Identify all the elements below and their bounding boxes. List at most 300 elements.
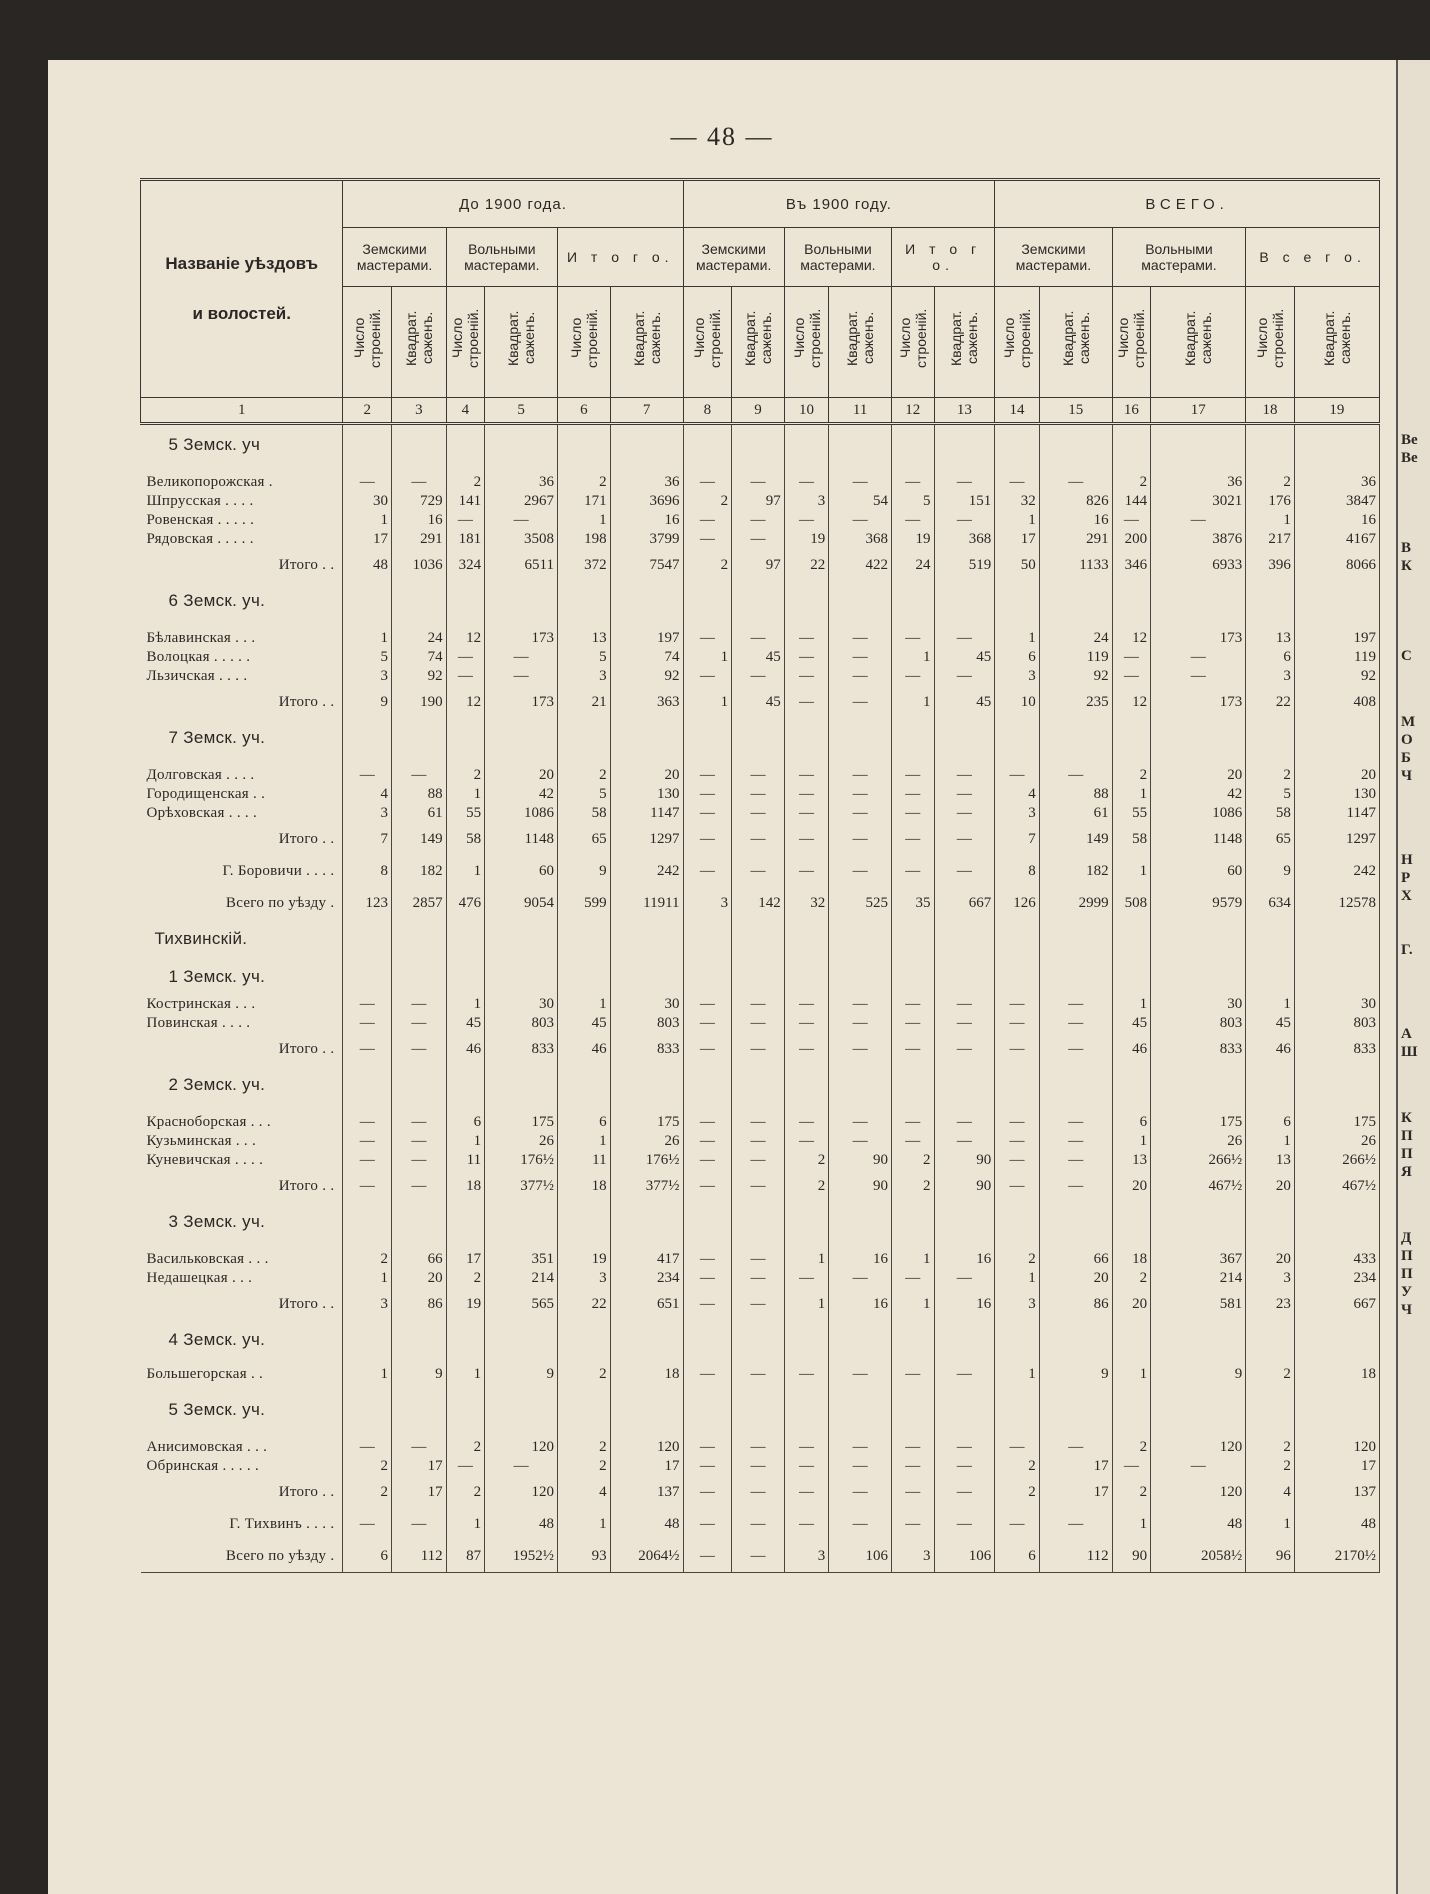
area-subheader bbox=[1151, 287, 1246, 398]
row-label: Костринская . . . bbox=[141, 995, 343, 1014]
table-cell: 1133 bbox=[1039, 549, 1112, 581]
table-cell: 6 bbox=[1246, 1113, 1295, 1132]
table-cell: 1148 bbox=[485, 823, 558, 855]
table-cell: — bbox=[829, 629, 892, 648]
table-cell: — bbox=[683, 1476, 732, 1508]
table-cell: 130 bbox=[1294, 785, 1379, 804]
statistics-table bbox=[140, 178, 1380, 1573]
column-number: 18 bbox=[1246, 398, 1295, 424]
table-cell: 12 bbox=[1112, 629, 1150, 648]
section-heading-row bbox=[141, 718, 1380, 756]
table-cell: 2 bbox=[446, 473, 484, 492]
table-cell: 467½ bbox=[1151, 1170, 1246, 1202]
chislo-label: Число строеній. bbox=[790, 308, 823, 368]
table-cell: 65 bbox=[1246, 823, 1295, 855]
count-subheader bbox=[1246, 287, 1295, 398]
period-total: ВСЕГО. bbox=[995, 180, 1380, 228]
table-cell: — bbox=[1151, 648, 1246, 667]
table-cell: 467½ bbox=[1294, 1170, 1379, 1202]
table-cell: 16 bbox=[934, 1288, 995, 1320]
table-cell: 45 bbox=[732, 648, 785, 667]
table-cell: 20 bbox=[485, 766, 558, 785]
table-cell: — bbox=[784, 648, 829, 667]
table-cell: 176½ bbox=[610, 1151, 683, 1170]
table-cell: — bbox=[784, 1358, 829, 1390]
table-row bbox=[141, 1151, 1380, 1170]
table-cell: 16 bbox=[392, 511, 447, 530]
table-cell: — bbox=[392, 1170, 447, 1202]
section-heading-row bbox=[141, 424, 1380, 464]
table-cell: 175 bbox=[485, 1113, 558, 1132]
row-label: Великопорожская . bbox=[141, 473, 343, 492]
table-cell: 3696 bbox=[610, 492, 683, 511]
table-cell: 372 bbox=[558, 549, 611, 581]
table-cell: — bbox=[392, 1132, 447, 1151]
table-cell: 6 bbox=[558, 1113, 611, 1132]
table-cell: 1 bbox=[1112, 855, 1150, 887]
table-cell: 2 bbox=[1246, 473, 1295, 492]
table-cell: 92 bbox=[392, 667, 447, 686]
table-cell: — bbox=[343, 766, 392, 785]
table-cell: — bbox=[1039, 473, 1112, 492]
table-cell: 9 bbox=[558, 855, 611, 887]
table-cell: — bbox=[892, 1476, 935, 1508]
table-cell: 3 bbox=[995, 804, 1040, 823]
table-cell: — bbox=[829, 1508, 892, 1540]
table-cell: 803 bbox=[1294, 1014, 1379, 1033]
table-cell: 90 bbox=[934, 1151, 995, 1170]
table-cell: 1 bbox=[446, 855, 484, 887]
table-cell: 197 bbox=[610, 629, 683, 648]
table-cell: 3 bbox=[784, 492, 829, 511]
row-label: Г. Боровичи . . . . bbox=[141, 855, 343, 887]
table-cell: — bbox=[892, 1508, 935, 1540]
table-cell: — bbox=[892, 1132, 935, 1151]
table-cell: 17 bbox=[1039, 1476, 1112, 1508]
table-cell: 3 bbox=[1246, 1269, 1295, 1288]
volnymi-header: Вольными мастерами. bbox=[1112, 228, 1246, 287]
table-cell: — bbox=[683, 1438, 732, 1457]
section-heading: 1 Земск. уч. bbox=[141, 957, 343, 995]
table-cell: 291 bbox=[1039, 530, 1112, 549]
kvadrat-label: Квадрат. саженъ. bbox=[844, 310, 877, 366]
adjacent-page-fragment: Р bbox=[1401, 870, 1411, 886]
table-cell: 88 bbox=[1039, 785, 1112, 804]
table-cell: — bbox=[1039, 766, 1112, 785]
table-cell: 176½ bbox=[485, 1151, 558, 1170]
table-cell: 45 bbox=[934, 686, 995, 718]
table-cell: 120 bbox=[1294, 1438, 1379, 1457]
adjacent-page-fragment: А bbox=[1401, 1026, 1412, 1042]
row-label: Обринская . . . . . bbox=[141, 1457, 343, 1476]
table-cell: 126 bbox=[995, 887, 1040, 919]
table-cell: 66 bbox=[392, 1250, 447, 1269]
table-cell: 93 bbox=[558, 1540, 611, 1573]
table-cell: 17 bbox=[446, 1250, 484, 1269]
table-cell: — bbox=[784, 1438, 829, 1457]
adjacent-page-fragment: В bbox=[1401, 540, 1412, 556]
area-subheader bbox=[1039, 287, 1112, 398]
table-cell: — bbox=[683, 1033, 732, 1065]
adjacent-page-fragment: Д bbox=[1401, 1230, 1412, 1246]
table-cell: 2 bbox=[1112, 1476, 1150, 1508]
table-cell: 2 bbox=[446, 1269, 484, 1288]
table-cell: 176 bbox=[1246, 492, 1295, 511]
table-cell: 36 bbox=[1294, 473, 1379, 492]
adjacent-page-fragment: П bbox=[1401, 1248, 1413, 1264]
table-cell: — bbox=[892, 667, 935, 686]
table-cell: 45 bbox=[558, 1014, 611, 1033]
table-cell: 1 bbox=[1112, 995, 1150, 1014]
table-cell: 3 bbox=[995, 1288, 1040, 1320]
table-cell: — bbox=[683, 1288, 732, 1320]
table-cell: 651 bbox=[610, 1288, 683, 1320]
table-cell: 20 bbox=[610, 766, 683, 785]
table-cell: — bbox=[934, 1476, 995, 1508]
table-cell: 1952½ bbox=[485, 1540, 558, 1573]
table-cell: 74 bbox=[610, 648, 683, 667]
table-cell: — bbox=[446, 648, 484, 667]
table-cell: 729 bbox=[392, 492, 447, 511]
table-cell: 2 bbox=[892, 1170, 935, 1202]
table-cell: — bbox=[784, 855, 829, 887]
table-cell: — bbox=[343, 1113, 392, 1132]
table-cell: — bbox=[732, 804, 785, 823]
table-cell: 9054 bbox=[485, 887, 558, 919]
table-cell: — bbox=[892, 1269, 935, 1288]
table-cell: — bbox=[829, 1457, 892, 1476]
table-cell: — bbox=[683, 473, 732, 492]
adjacent-page-fragment: С bbox=[1401, 648, 1412, 664]
table-cell: — bbox=[683, 1540, 732, 1573]
table-cell: 30 bbox=[1151, 995, 1246, 1014]
table-cell: 17 bbox=[392, 1476, 447, 1508]
column-number: 17 bbox=[1151, 398, 1246, 424]
table-cell: 2 bbox=[892, 1151, 935, 1170]
table-cell: 120 bbox=[1151, 1438, 1246, 1457]
table-cell: 2 bbox=[343, 1250, 392, 1269]
table-cell: 5 bbox=[1246, 785, 1295, 804]
column-number: 16 bbox=[1112, 398, 1150, 424]
row-label: Орѣховская . . . . bbox=[141, 804, 343, 823]
table-cell: 634 bbox=[1246, 887, 1295, 919]
table-cell: 137 bbox=[610, 1476, 683, 1508]
statistics-table-wrapper bbox=[140, 178, 1380, 1573]
table-cell: — bbox=[732, 1269, 785, 1288]
table-cell: 6 bbox=[343, 1540, 392, 1573]
table-cell: 1 bbox=[446, 1132, 484, 1151]
table-cell: 4167 bbox=[1294, 530, 1379, 549]
table-cell: — bbox=[1112, 648, 1150, 667]
table-body bbox=[141, 424, 1380, 1573]
table-cell: 1 bbox=[995, 1269, 1040, 1288]
kvadrat-label: Квадрат. саженъ. bbox=[630, 310, 663, 366]
adjacent-page-fragment: Х bbox=[1401, 888, 1412, 904]
table-cell: — bbox=[829, 648, 892, 667]
table-cell: 1 bbox=[446, 995, 484, 1014]
table-cell: — bbox=[995, 1151, 1040, 1170]
table-cell: 26 bbox=[1151, 1132, 1246, 1151]
kvadrat-label: Квадрат. саженъ. bbox=[402, 310, 435, 366]
table-cell: — bbox=[343, 1508, 392, 1540]
table-cell: 36 bbox=[610, 473, 683, 492]
table-cell: — bbox=[683, 629, 732, 648]
chislo-label: Число строеній. bbox=[691, 308, 724, 368]
table-row bbox=[141, 1014, 1380, 1033]
table-cell: 1 bbox=[446, 1358, 484, 1390]
table-cell: — bbox=[829, 804, 892, 823]
area-subheader bbox=[485, 287, 558, 398]
table-cell: 173 bbox=[1151, 686, 1246, 718]
table-cell: 55 bbox=[446, 804, 484, 823]
table-cell: — bbox=[1039, 1170, 1112, 1202]
table-cell: 48 bbox=[343, 549, 392, 581]
count-subheader bbox=[892, 287, 935, 398]
table-cell: — bbox=[1039, 1033, 1112, 1065]
adjacent-page-fragment: П bbox=[1401, 1128, 1413, 1144]
table-cell: 9 bbox=[1246, 855, 1295, 887]
table-cell: 16 bbox=[829, 1288, 892, 1320]
table-cell: 9 bbox=[343, 686, 392, 718]
table-cell: 2 bbox=[683, 549, 732, 581]
table-cell: 2 bbox=[343, 1476, 392, 1508]
table-row bbox=[141, 995, 1380, 1014]
table-cell: 173 bbox=[1151, 629, 1246, 648]
table-cell: 190 bbox=[392, 686, 447, 718]
table-cell: — bbox=[683, 1113, 732, 1132]
table-cell: — bbox=[683, 667, 732, 686]
table-cell: — bbox=[485, 667, 558, 686]
table-cell: — bbox=[934, 1358, 995, 1390]
table-cell: — bbox=[995, 1132, 1040, 1151]
column-number: 11 bbox=[829, 398, 892, 424]
table-cell: 45 bbox=[1112, 1014, 1150, 1033]
table-cell: 4 bbox=[343, 785, 392, 804]
table-cell: 2 bbox=[446, 1438, 484, 1457]
table-cell: — bbox=[934, 1132, 995, 1151]
itogo-header: И т о г о. bbox=[558, 228, 684, 287]
table-cell: 2 bbox=[784, 1151, 829, 1170]
row-label: Красноборская . . . bbox=[141, 1113, 343, 1132]
column-number: 12 bbox=[892, 398, 935, 424]
table-cell: — bbox=[829, 1476, 892, 1508]
table-cell: — bbox=[934, 1033, 995, 1065]
total-row bbox=[141, 1540, 1380, 1573]
total-row bbox=[141, 1476, 1380, 1508]
table-cell: 106 bbox=[934, 1540, 995, 1573]
table-cell: 324 bbox=[446, 549, 484, 581]
table-cell: — bbox=[732, 1132, 785, 1151]
adjacent-page-edge bbox=[1396, 60, 1430, 1894]
table-cell: — bbox=[829, 1033, 892, 1065]
table-cell: 9 bbox=[485, 1358, 558, 1390]
count-subheader bbox=[1112, 287, 1150, 398]
table-cell: 36 bbox=[1151, 473, 1246, 492]
section-heading-row bbox=[141, 581, 1380, 619]
table-cell: — bbox=[683, 804, 732, 823]
table-cell: — bbox=[995, 1113, 1040, 1132]
table-cell: 24 bbox=[392, 629, 447, 648]
table-cell: — bbox=[784, 1508, 829, 1540]
table-cell: 1036 bbox=[392, 549, 447, 581]
total-row bbox=[141, 823, 1380, 855]
adjacent-page-fragment: Я bbox=[1401, 1164, 1412, 1180]
table-cell: 2 bbox=[558, 473, 611, 492]
table-cell: — bbox=[732, 667, 785, 686]
row-label: Долговская . . . . bbox=[141, 766, 343, 785]
table-cell: — bbox=[829, 511, 892, 530]
table-cell: 58 bbox=[558, 804, 611, 823]
table-cell: 55 bbox=[1112, 804, 1150, 823]
table-cell: — bbox=[892, 1358, 935, 1390]
table-cell: 30 bbox=[610, 995, 683, 1014]
table-cell: — bbox=[1151, 1457, 1246, 1476]
adjacent-page-fragment: Ве bbox=[1401, 450, 1418, 466]
table-cell: — bbox=[343, 1033, 392, 1065]
table-cell: 18 bbox=[558, 1170, 611, 1202]
table-cell: — bbox=[784, 667, 829, 686]
table-cell: — bbox=[392, 1033, 447, 1065]
table-cell: 50 bbox=[995, 549, 1040, 581]
table-cell: — bbox=[784, 1269, 829, 1288]
total-row bbox=[141, 1033, 1380, 1065]
row-label: Кузьминская . . . bbox=[141, 1132, 343, 1151]
table-cell: — bbox=[343, 473, 392, 492]
table-cell: — bbox=[995, 1508, 1040, 1540]
table-cell: 2 bbox=[1112, 766, 1150, 785]
table-cell: 826 bbox=[1039, 492, 1112, 511]
table-cell: 1 bbox=[1246, 511, 1295, 530]
table-cell: 5 bbox=[343, 648, 392, 667]
table-cell: — bbox=[892, 1014, 935, 1033]
table-cell: — bbox=[683, 1269, 732, 1288]
table-cell: 565 bbox=[485, 1288, 558, 1320]
table-cell: — bbox=[732, 1476, 785, 1508]
table-row bbox=[141, 667, 1380, 686]
area-subheader bbox=[732, 287, 785, 398]
table-cell: — bbox=[392, 1508, 447, 1540]
table-cell: — bbox=[934, 804, 995, 823]
kvadrat-label: Квадрат. саженъ. bbox=[741, 310, 774, 366]
table-cell: 58 bbox=[1246, 804, 1295, 823]
adjacent-page-fragment: У bbox=[1401, 1284, 1413, 1300]
table-cell: 36 bbox=[485, 473, 558, 492]
adjacent-page-fragment: К bbox=[1401, 1110, 1412, 1126]
table-cell: — bbox=[1039, 1132, 1112, 1151]
table-cell: 12578 bbox=[1294, 887, 1379, 919]
table-cell: 48 bbox=[1294, 1508, 1379, 1540]
table-cell: 17 bbox=[343, 530, 392, 549]
section-heading-row bbox=[141, 1202, 1380, 1240]
table-cell: — bbox=[892, 785, 935, 804]
table-cell: — bbox=[934, 1457, 995, 1476]
table-cell: 433 bbox=[1294, 1250, 1379, 1269]
table-cell: 9 bbox=[1151, 1358, 1246, 1390]
table-cell: 1 bbox=[1246, 995, 1295, 1014]
table-cell: 803 bbox=[610, 1014, 683, 1033]
table-cell: 6511 bbox=[485, 549, 558, 581]
table-cell: 581 bbox=[1151, 1288, 1246, 1320]
title-header-cell bbox=[141, 180, 343, 398]
spacer-row bbox=[141, 619, 1380, 629]
table-cell: 242 bbox=[610, 855, 683, 887]
table-cell: 16 bbox=[1294, 511, 1379, 530]
column-number: 2 bbox=[343, 398, 392, 424]
table-row bbox=[141, 1113, 1380, 1132]
table-cell: 234 bbox=[1294, 1269, 1379, 1288]
table-cell: 20 bbox=[1112, 1288, 1150, 1320]
table-cell: 519 bbox=[934, 549, 995, 581]
table-cell: 16 bbox=[934, 1250, 995, 1269]
table-cell: 7 bbox=[995, 823, 1040, 855]
section-heading-row bbox=[141, 1390, 1380, 1428]
table-cell: 173 bbox=[485, 686, 558, 718]
table-cell: 3 bbox=[558, 667, 611, 686]
table-cell: 66 bbox=[1039, 1250, 1112, 1269]
section-heading: 5 Земск. уч. bbox=[141, 1390, 343, 1428]
table-cell: 54 bbox=[829, 492, 892, 511]
table-cell: — bbox=[829, 855, 892, 887]
table-cell: — bbox=[1151, 511, 1246, 530]
table-cell: — bbox=[1112, 1457, 1150, 1476]
adjacent-page-fragment: Ч bbox=[1401, 1302, 1413, 1318]
row-label: Волоцкая . . . . . bbox=[141, 648, 343, 667]
table-cell: 24 bbox=[1039, 629, 1112, 648]
table-cell: 1 bbox=[343, 1269, 392, 1288]
table-cell: — bbox=[934, 855, 995, 887]
table-cell: — bbox=[343, 1438, 392, 1457]
table-cell: 13 bbox=[1246, 1151, 1295, 1170]
table-cell: 20 bbox=[1294, 766, 1379, 785]
table-cell: 1 bbox=[784, 1288, 829, 1320]
table-cell: — bbox=[784, 823, 829, 855]
table-cell: 6 bbox=[1112, 1113, 1150, 1132]
table-cell: — bbox=[446, 667, 484, 686]
table-cell: — bbox=[829, 1132, 892, 1151]
table-row bbox=[141, 530, 1380, 549]
table-cell: — bbox=[1151, 667, 1246, 686]
table-cell: — bbox=[683, 1151, 732, 1170]
row-label: Итого . . bbox=[141, 1476, 343, 1508]
table-cell: 181 bbox=[446, 530, 484, 549]
table-cell: 130 bbox=[610, 785, 683, 804]
table-cell: 18 bbox=[610, 1358, 683, 1390]
table-cell: 4 bbox=[1246, 1476, 1295, 1508]
column-number: 15 bbox=[1039, 398, 1112, 424]
table-cell: 1297 bbox=[610, 823, 683, 855]
table-cell: 12 bbox=[446, 629, 484, 648]
table-cell: 17 bbox=[995, 530, 1040, 549]
table-cell: — bbox=[732, 855, 785, 887]
row-label: Всего по уѣзду . bbox=[141, 1540, 343, 1573]
row-label: Недашецкая . . . bbox=[141, 1269, 343, 1288]
table-cell: 9 bbox=[1039, 1358, 1112, 1390]
table-cell: 198 bbox=[558, 530, 611, 549]
row-label: Городищенская . . bbox=[141, 785, 343, 804]
table-cell: — bbox=[392, 1113, 447, 1132]
table-cell: — bbox=[829, 1113, 892, 1132]
table-cell: 87 bbox=[446, 1540, 484, 1573]
table-cell: 120 bbox=[485, 1476, 558, 1508]
adjacent-page-fragment: К bbox=[1401, 558, 1412, 574]
table-row bbox=[141, 1132, 1380, 1151]
table-cell: 351 bbox=[485, 1250, 558, 1269]
table-cell: — bbox=[732, 1014, 785, 1033]
table-row bbox=[141, 511, 1380, 530]
table-row bbox=[141, 473, 1380, 492]
adjacent-page-fragment: Ве bbox=[1401, 432, 1418, 448]
table-cell: — bbox=[343, 1151, 392, 1170]
